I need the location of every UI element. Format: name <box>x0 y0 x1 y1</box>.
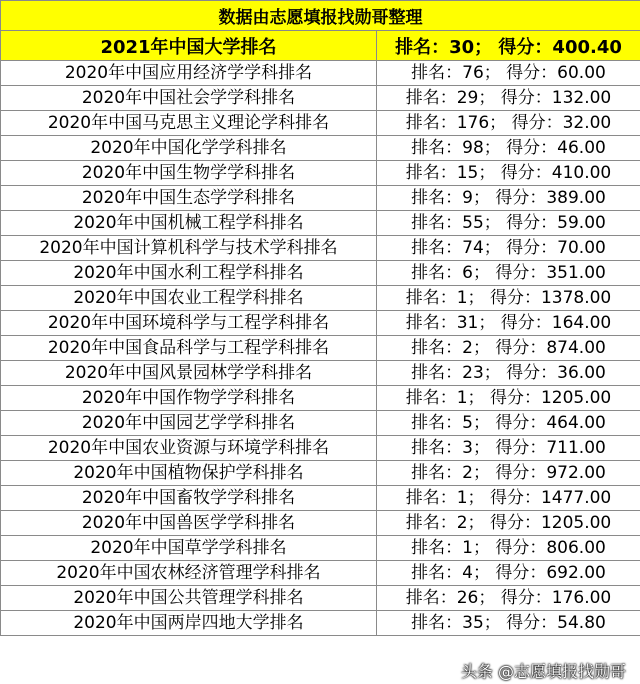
table-row <box>1 386 640 411</box>
table-row <box>1 261 640 286</box>
rank-score-cell: 排名：76； 得分：60.00 <box>377 61 640 86</box>
rank-score-cell: 排名：98； 得分：46.00 <box>377 136 640 161</box>
table-row <box>1 86 640 111</box>
rank-score-cell: 排名：4； 得分：692.00 <box>377 561 640 586</box>
table-row <box>1 136 640 161</box>
table-row <box>1 536 640 561</box>
table-row <box>1 561 640 586</box>
table-header-row <box>1 31 640 61</box>
table-row <box>1 336 640 361</box>
subject-name-cell: 2020年中国生态学学科排名 <box>1 186 377 211</box>
subject-name-cell: 2020年中国应用经济学学科排名 <box>1 61 377 86</box>
subject-name-cell: 2020年中国兽医学学科排名 <box>1 511 377 536</box>
table-row <box>1 586 640 611</box>
subject-name-cell: 2020年中国农业工程学科排名 <box>1 286 377 311</box>
rank-score-cell: 排名：31； 得分：164.00 <box>377 311 640 336</box>
rank-score-cell: 排名：1； 得分：1205.00 <box>377 386 640 411</box>
subject-name-cell: 2020年中国风景园林学学科排名 <box>1 361 377 386</box>
subject-name-cell: 2020年中国公共管理学科排名 <box>1 586 377 611</box>
subject-name-cell: 2020年中国作物学学科排名 <box>1 386 377 411</box>
table-row <box>1 411 640 436</box>
table-row <box>1 161 640 186</box>
subject-name-cell: 2020年中国食品科学与工程学科排名 <box>1 336 377 361</box>
header-value-cell: 排名：30； 得分：400.40 <box>377 31 640 61</box>
table-row <box>1 211 640 236</box>
subject-name-cell: 2020年中国化学学科排名 <box>1 136 377 161</box>
rank-score-cell: 排名：23； 得分：36.00 <box>377 361 640 386</box>
rank-score-cell: 排名：2； 得分：1205.00 <box>377 511 640 536</box>
table-title-row <box>1 1 640 31</box>
rank-score-cell: 排名：176； 得分：32.00 <box>377 111 640 136</box>
subject-name-cell: 2020年中国环境科学与工程学科排名 <box>1 311 377 336</box>
subject-name-cell: 2020年中国计算机科学与技术学科排名 <box>1 236 377 261</box>
subject-name-cell: 2020年中国园艺学学科排名 <box>1 411 377 436</box>
rank-score-cell: 排名：55； 得分：59.00 <box>377 211 640 236</box>
table-row <box>1 436 640 461</box>
subject-name-cell: 2020年中国生物学学科排名 <box>1 161 377 186</box>
rank-score-cell: 排名：15； 得分：410.00 <box>377 161 640 186</box>
table-row <box>1 486 640 511</box>
rank-score-cell: 排名：1； 得分：806.00 <box>377 536 640 561</box>
subject-name-cell: 2020年中国农业资源与环境学科排名 <box>1 436 377 461</box>
subject-name-cell: 2020年中国两岸四地大学排名 <box>1 611 377 636</box>
subject-name-cell: 2020年中国畜牧学学科排名 <box>1 486 377 511</box>
subject-name-cell: 2020年中国社会学学科排名 <box>1 86 377 111</box>
rank-score-cell: 排名：29； 得分：132.00 <box>377 86 640 111</box>
table-row <box>1 61 640 86</box>
table-row <box>1 511 640 536</box>
rank-score-cell: 排名：35； 得分：54.80 <box>377 611 640 636</box>
rank-score-cell: 排名：2； 得分：874.00 <box>377 336 640 361</box>
subject-name-cell: 2020年中国植物保护学科排名 <box>1 461 377 486</box>
rank-score-cell: 排名：1； 得分：1477.00 <box>377 486 640 511</box>
rank-score-cell: 排名：5； 得分：464.00 <box>377 411 640 436</box>
rank-score-cell: 排名：9； 得分：389.00 <box>377 186 640 211</box>
table-row <box>1 461 640 486</box>
subject-name-cell: 2020年中国马克思主义理论学科排名 <box>1 111 377 136</box>
table-row <box>1 286 640 311</box>
table-title: 数据由志愿填报找勋哥整理 <box>1 1 640 31</box>
subject-name-cell: 2020年中国机械工程学科排名 <box>1 211 377 236</box>
rank-score-cell: 排名：1； 得分：1378.00 <box>377 286 640 311</box>
subject-name-cell: 2020年中国农林经济管理学科排名 <box>1 561 377 586</box>
rank-score-cell: 排名：26； 得分：176.00 <box>377 586 640 611</box>
header-name-cell: 2021年中国大学排名 <box>1 31 377 61</box>
rank-score-cell: 排名：6； 得分：351.00 <box>377 261 640 286</box>
table-row <box>1 186 640 211</box>
table-row <box>1 236 640 261</box>
table-row <box>1 361 640 386</box>
table-row <box>1 111 640 136</box>
subject-name-cell: 2020年中国草学学科排名 <box>1 536 377 561</box>
table-row <box>1 311 640 336</box>
rank-score-cell: 排名：3； 得分：711.00 <box>377 436 640 461</box>
watermark-text: 头条 @志愿填报找勋哥 <box>460 662 626 681</box>
subject-name-cell: 2020年中国水利工程学科排名 <box>1 261 377 286</box>
table-row <box>1 611 640 636</box>
rank-score-cell: 排名：74； 得分：70.00 <box>377 236 640 261</box>
rank-score-cell: 排名：2； 得分：972.00 <box>377 461 640 486</box>
